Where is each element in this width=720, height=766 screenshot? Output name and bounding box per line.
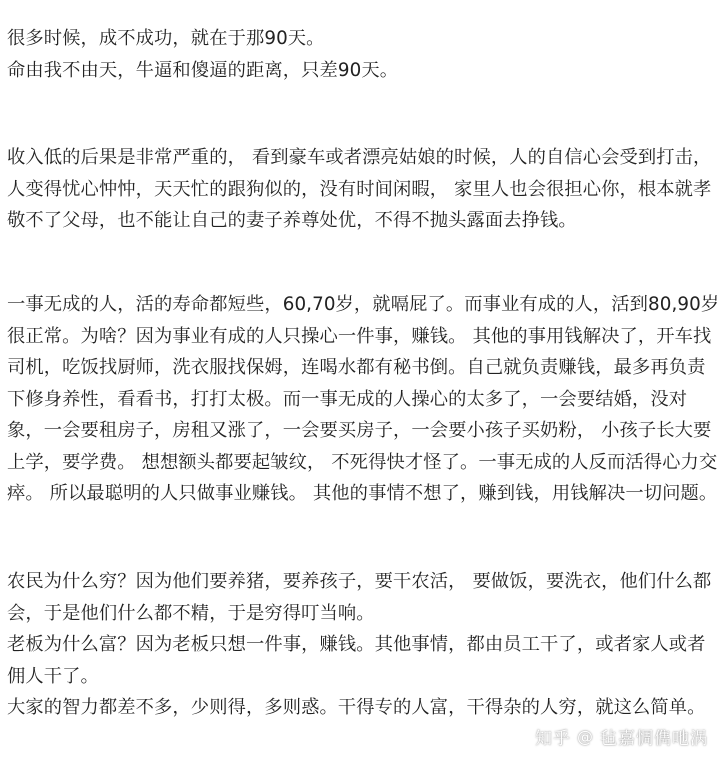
watermark-at-sign: @ — [577, 727, 594, 746]
text-line: 收入低的后果是非常严重的， 看到豪车或者漂亮姑娘的时候，人的自信心会受到打击， — [7, 147, 712, 168]
text-line: 人变得忧心忡忡，天天忙的跟狗似的，没有时间闲暇， 家里人也会很担心你，根本就孝 — [7, 178, 712, 200]
text-line: 农民为什么穷？因为他们要养猪，要养孩子，要干农活， 要做饭，要洗衣，他们什么都 — [7, 571, 712, 592]
zhihu-watermark — [535, 724, 708, 749]
text-line: 敬不了父母，也不能让自己的妻子养尊处优，不得不抛头露面去挣钱。 — [7, 210, 577, 231]
text-line: 下修身养性，看看书，打打太极。而一事无成的人操心的太多了，一会要结婚，没对 — [7, 388, 688, 410]
text-line: 瘁。 所以最聪明的人只做事业赚钱。 其他的事情不想了，赚到钱，用钱解决一切问题。 — [7, 483, 718, 504]
watermark-site: 知乎 — [535, 729, 571, 749]
paragraph-lifespan — [7, 289, 720, 510]
text-line: 很正常。为啥？因为事业有成的人只操心一件事，赚钱。 其他的事用钱解决了，开车找 — [7, 325, 712, 347]
text-line: 一事无成的人，活的寿命都短些，60,70岁，就嗝屁了。而事业有成的人，活到80,90岁 — [7, 294, 720, 315]
paragraph-farmer-boss — [7, 566, 713, 724]
text-line: 会，于是他们什么都不精，于是穷得叮当响。 — [7, 602, 375, 624]
text-line: 佣人干了。 — [7, 665, 99, 687]
text-line: 大家的智力都差不多，少则得，多则惑。干得专的人富，干得杂的人穷，就这么简单。 — [7, 697, 706, 718]
text-line: 上学，要学费。 想想额头都要起皱纹， 不死得快才怪了。一事无成的人反而活得心力交 — [7, 451, 718, 473]
paragraph-low-income — [7, 142, 713, 237]
text-line: 很多时候，成不成功，就在于那90天。 — [7, 28, 325, 49]
text-line: 象，一会要租房子，房租又涨了，一会要买房子，一会要小孩子买奶粉， 小孩子长大要 — [7, 420, 712, 441]
text-line: 老板为什么富？因为老板只想一件事，赚钱。其他事情，都由员工干了，或者家人或者 — [7, 634, 706, 655]
text-line: 司机，吃饭找厨师，洗衣服找保姆，连喝水都有秘书倒。自己就负责赚钱，最多再负责 — [7, 357, 706, 378]
paragraph-intro — [7, 23, 713, 86]
watermark-author: 毡嘉惆儁吔涡 — [600, 729, 708, 749]
text-line: 命由我不由天，牛逼和傻逼的距离，只差90天。 — [7, 59, 399, 81]
